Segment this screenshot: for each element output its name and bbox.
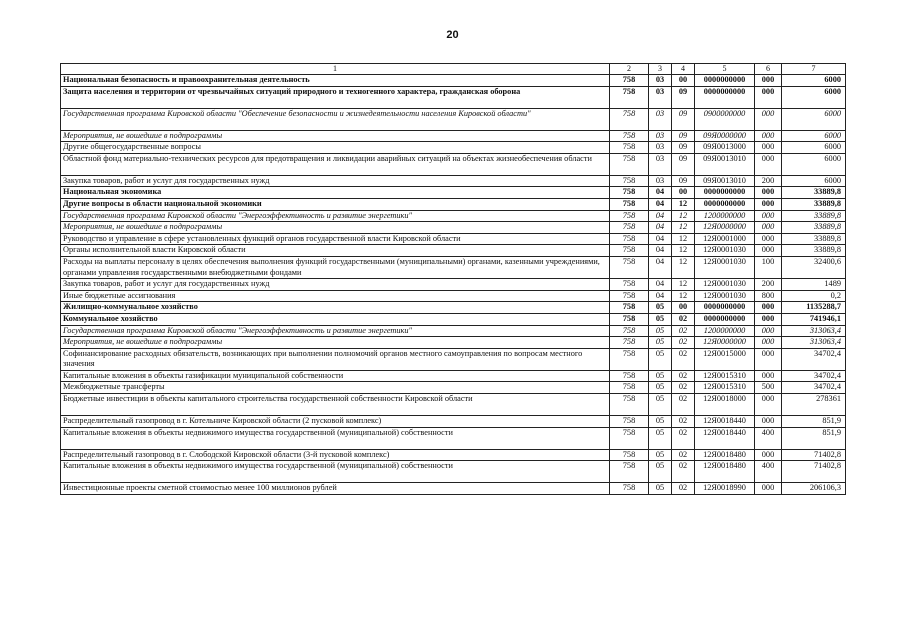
column-header-1: 1 <box>61 64 610 75</box>
row-name: Защита населения и территории от чрезвычайных ситуаций природного и техногенного характера, гражданская оборона <box>61 86 610 108</box>
row-section: 05 <box>649 382 672 394</box>
row-section: 04 <box>649 256 672 278</box>
row-admin-code: 758 <box>610 233 649 245</box>
row-subsection: 02 <box>672 370 695 382</box>
row-name: Закупка товаров, работ и услуг для государственных нужд <box>61 175 610 187</box>
row-section: 03 <box>649 75 672 87</box>
row-expense-type: 800 <box>755 290 782 302</box>
row-name: Инвестиционные проекты сметной стоимостью менее 100 миллионов рублей <box>61 483 610 495</box>
row-subsection: 12 <box>672 210 695 222</box>
row-subsection: 02 <box>672 416 695 428</box>
row-section: 05 <box>649 302 672 314</box>
row-admin-code: 758 <box>610 142 649 154</box>
row-name: Иные бюджетные ассигнования <box>61 290 610 302</box>
table-row <box>61 394 846 416</box>
row-section: 04 <box>649 279 672 291</box>
row-name: Государственная программа Кировской области "Обеспечение безопасности и жизнедеятельности населения Кировской области" <box>61 108 610 130</box>
table-row <box>61 130 846 142</box>
table-row <box>61 153 846 175</box>
table-row <box>61 198 846 210</box>
row-target-article: 0000000000 <box>695 198 755 210</box>
page-number: 20 <box>446 29 459 41</box>
row-admin-code: 758 <box>610 370 649 382</box>
row-name: Распределительный газопровод в г. Слободской Кировской области (3-й пусковой комплекс) <box>61 449 610 461</box>
row-expense-type: 000 <box>755 233 782 245</box>
row-amount: 33889,8 <box>782 198 846 210</box>
row-subsection: 00 <box>672 75 695 87</box>
row-expense-type: 000 <box>755 302 782 314</box>
row-amount: 206106,3 <box>782 483 846 495</box>
row-section: 04 <box>649 233 672 245</box>
row-admin-code: 758 <box>610 337 649 349</box>
table-row <box>61 210 846 222</box>
column-header-7: 7 <box>782 64 846 75</box>
row-name: Закупка товаров, работ и услуг для государственных нужд <box>61 279 610 291</box>
row-subsection: 02 <box>672 483 695 495</box>
row-subsection: 00 <box>672 187 695 199</box>
row-name: Областной фонд материально-технических ресурсов для предотвращения и ликвидации аварийных ситуаций на объектах жизнеобеспечения области <box>61 153 610 175</box>
row-expense-type: 000 <box>755 337 782 349</box>
table-row <box>61 382 846 394</box>
row-subsection: 02 <box>672 325 695 337</box>
row-section: 05 <box>649 370 672 382</box>
row-name: Мероприятия, не вошедшие в подпрограммы <box>61 222 610 234</box>
table-row <box>61 290 846 302</box>
row-section: 05 <box>649 416 672 428</box>
row-target-article: 12Я0018440 <box>695 416 755 428</box>
row-name: Расходы на выплаты персоналу в целях обеспечения выполнения функций государственными (муниципальными) органами, казенными учреждениями, органами управления государственными внебюджетными фондами <box>61 256 610 278</box>
row-expense-type: 500 <box>755 382 782 394</box>
row-target-article: 12Я0000000 <box>695 337 755 349</box>
row-target-article: 12Я0015310 <box>695 382 755 394</box>
row-name: Органы исполнительной власти Кировской области <box>61 245 610 257</box>
row-name: Коммунальное хозяйство <box>61 313 610 325</box>
row-section: 04 <box>649 222 672 234</box>
row-section: 03 <box>649 130 672 142</box>
row-expense-type: 000 <box>755 130 782 142</box>
row-section: 05 <box>649 313 672 325</box>
row-admin-code: 758 <box>610 313 649 325</box>
row-subsection: 02 <box>672 427 695 449</box>
row-target-article: 12Я0001030 <box>695 256 755 278</box>
row-section: 04 <box>649 187 672 199</box>
row-section: 05 <box>649 337 672 349</box>
table-row <box>61 279 846 291</box>
row-admin-code: 758 <box>610 348 649 370</box>
row-amount: 33889,8 <box>782 187 846 199</box>
row-admin-code: 758 <box>610 279 649 291</box>
row-amount: 34702,4 <box>782 370 846 382</box>
row-target-article: 12Я0001000 <box>695 233 755 245</box>
row-target-article: 09Я0000000 <box>695 130 755 142</box>
row-name: Капитальные вложения в объекты газификации муниципальной собственности <box>61 370 610 382</box>
row-amount: 6000 <box>782 130 846 142</box>
row-subsection: 09 <box>672 175 695 187</box>
row-expense-type: 000 <box>755 142 782 154</box>
table-row <box>61 461 846 483</box>
row-amount: 1489 <box>782 279 846 291</box>
budget-table <box>60 63 846 495</box>
row-amount: 33889,8 <box>782 222 846 234</box>
row-amount: 313063,4 <box>782 337 846 349</box>
row-expense-type: 000 <box>755 483 782 495</box>
row-target-article: 12Я0000000 <box>695 222 755 234</box>
row-name: Другие общегосударственные вопросы <box>61 142 610 154</box>
row-target-article: 1200000000 <box>695 325 755 337</box>
row-name: Капитальные вложения в объекты недвижимого имущества государственной (муниципальной) собственности <box>61 427 610 449</box>
row-amount: 278361 <box>782 394 846 416</box>
table-row <box>61 175 846 187</box>
table-row <box>61 348 846 370</box>
table-row <box>61 416 846 428</box>
row-admin-code: 758 <box>610 382 649 394</box>
row-target-article: 0000000000 <box>695 75 755 87</box>
row-section: 05 <box>649 427 672 449</box>
row-admin-code: 758 <box>610 256 649 278</box>
row-name: Мероприятия, не вошедшие в подпрограммы <box>61 337 610 349</box>
row-expense-type: 000 <box>755 86 782 108</box>
row-expense-type: 000 <box>755 325 782 337</box>
row-name: Государственная программа Кировской области "Энергоэффективность и развитие энергетики" <box>61 210 610 222</box>
row-admin-code: 758 <box>610 198 649 210</box>
row-amount: 851,9 <box>782 427 846 449</box>
row-admin-code: 758 <box>610 75 649 87</box>
row-target-article: 12Я0018000 <box>695 394 755 416</box>
row-amount: 34702,4 <box>782 382 846 394</box>
row-amount: 6000 <box>782 75 846 87</box>
row-expense-type: 100 <box>755 256 782 278</box>
row-section: 05 <box>649 449 672 461</box>
table-row <box>61 449 846 461</box>
row-subsection: 12 <box>672 222 695 234</box>
row-subsection: 12 <box>672 233 695 245</box>
table-row <box>61 142 846 154</box>
row-subsection: 00 <box>672 302 695 314</box>
row-expense-type: 000 <box>755 416 782 428</box>
row-target-article: 0000000000 <box>695 86 755 108</box>
row-name: Софинансирование расходных обязательств, возникающих при выполнении полномочий органов местного самоуправления по вопросам местного значения <box>61 348 610 370</box>
row-target-article: 12Я0001030 <box>695 279 755 291</box>
row-admin-code: 758 <box>610 302 649 314</box>
row-subsection: 12 <box>672 198 695 210</box>
row-admin-code: 758 <box>610 153 649 175</box>
row-section: 03 <box>649 86 672 108</box>
table-row <box>61 302 846 314</box>
row-amount: 71402,8 <box>782 461 846 483</box>
table-row <box>61 483 846 495</box>
row-name: Государственная программа Кировской области "Энергоэффективность и развитие энергетики" <box>61 325 610 337</box>
row-name: Другие вопросы в области национальной экономики <box>61 198 610 210</box>
row-amount: 313063,4 <box>782 325 846 337</box>
row-amount: 6000 <box>782 108 846 130</box>
row-subsection: 12 <box>672 256 695 278</box>
table-row <box>61 75 846 87</box>
row-expense-type: 200 <box>755 279 782 291</box>
row-expense-type: 000 <box>755 348 782 370</box>
row-section: 04 <box>649 245 672 257</box>
table-row <box>61 325 846 337</box>
row-admin-code: 758 <box>610 108 649 130</box>
row-target-article: 12Я0018480 <box>695 461 755 483</box>
row-admin-code: 758 <box>610 325 649 337</box>
row-expense-type: 000 <box>755 198 782 210</box>
row-subsection: 12 <box>672 279 695 291</box>
row-section: 03 <box>649 108 672 130</box>
row-section: 03 <box>649 142 672 154</box>
row-expense-type: 000 <box>755 245 782 257</box>
row-admin-code: 758 <box>610 427 649 449</box>
row-name: Капитальные вложения в объекты недвижимого имущества государственной (муниципальной) собственности <box>61 461 610 483</box>
row-target-article: 12Я0015000 <box>695 348 755 370</box>
row-subsection: 02 <box>672 394 695 416</box>
row-target-article: 12Я0001030 <box>695 290 755 302</box>
column-header-2: 2 <box>610 64 649 75</box>
row-expense-type: 000 <box>755 394 782 416</box>
row-expense-type: 000 <box>755 210 782 222</box>
row-name: Национальная экономика <box>61 187 610 199</box>
column-number-row <box>61 64 846 75</box>
row-name: Межбюджетные трансферты <box>61 382 610 394</box>
row-expense-type: 400 <box>755 427 782 449</box>
row-subsection: 09 <box>672 108 695 130</box>
table-row <box>61 313 846 325</box>
row-target-article: 09Я0013010 <box>695 175 755 187</box>
row-amount: 6000 <box>782 153 846 175</box>
row-target-article: 09Я0013000 <box>695 142 755 154</box>
row-name: Бюджетные инвестиции в объекты капитального строительства государственной собственности Кировской области <box>61 394 610 416</box>
row-expense-type: 000 <box>755 187 782 199</box>
row-target-article: 12Я0018480 <box>695 449 755 461</box>
row-expense-type: 000 <box>755 313 782 325</box>
row-amount: 32400,6 <box>782 256 846 278</box>
row-amount: 71402,8 <box>782 449 846 461</box>
row-subsection: 09 <box>672 130 695 142</box>
row-subsection: 02 <box>672 461 695 483</box>
row-target-article: 1200000000 <box>695 210 755 222</box>
row-expense-type: 000 <box>755 153 782 175</box>
table-row <box>61 187 846 199</box>
row-amount: 0,2 <box>782 290 846 302</box>
row-amount: 34702,4 <box>782 348 846 370</box>
row-subsection: 09 <box>672 86 695 108</box>
budget-table-body <box>61 64 846 495</box>
row-section: 04 <box>649 210 672 222</box>
row-section: 05 <box>649 394 672 416</box>
row-amount: 6000 <box>782 86 846 108</box>
row-name: Национальная безопасность и правоохранительная деятельность <box>61 75 610 87</box>
row-amount: 741946,1 <box>782 313 846 325</box>
table-row <box>61 427 846 449</box>
row-expense-type: 000 <box>755 370 782 382</box>
table-row <box>61 337 846 349</box>
row-admin-code: 758 <box>610 483 649 495</box>
row-admin-code: 758 <box>610 86 649 108</box>
row-expense-type: 000 <box>755 108 782 130</box>
row-section: 03 <box>649 175 672 187</box>
row-name: Жилищно-коммунальное хозяйство <box>61 302 610 314</box>
row-admin-code: 758 <box>610 394 649 416</box>
row-amount: 6000 <box>782 175 846 187</box>
row-expense-type: 400 <box>755 461 782 483</box>
row-subsection: 02 <box>672 337 695 349</box>
table-row <box>61 370 846 382</box>
row-admin-code: 758 <box>610 222 649 234</box>
row-name: Распределительный газопровод в г. Котельниче Кировской области (2 пусковой комплекс) <box>61 416 610 428</box>
row-expense-type: 000 <box>755 449 782 461</box>
row-target-article: 12Я0018440 <box>695 427 755 449</box>
row-admin-code: 758 <box>610 245 649 257</box>
row-section: 05 <box>649 325 672 337</box>
table-row <box>61 222 846 234</box>
row-amount: 33889,8 <box>782 233 846 245</box>
row-expense-type: 200 <box>755 175 782 187</box>
row-admin-code: 758 <box>610 210 649 222</box>
row-section: 05 <box>649 348 672 370</box>
row-target-article: 12Я0015310 <box>695 370 755 382</box>
table-row <box>61 256 846 278</box>
row-admin-code: 758 <box>610 290 649 302</box>
column-header-4: 4 <box>672 64 695 75</box>
row-amount: 851,9 <box>782 416 846 428</box>
row-name: Мероприятия, не вошедшие в подпрограммы <box>61 130 610 142</box>
row-subsection: 12 <box>672 290 695 302</box>
row-admin-code: 758 <box>610 416 649 428</box>
row-expense-type: 000 <box>755 222 782 234</box>
row-target-article: 09Я0013010 <box>695 153 755 175</box>
row-subsection: 09 <box>672 153 695 175</box>
row-subsection: 02 <box>672 449 695 461</box>
row-target-article: 0000000000 <box>695 302 755 314</box>
row-amount: 1135288,7 <box>782 302 846 314</box>
row-target-article: 0000000000 <box>695 313 755 325</box>
row-name: Руководство и управление в сфере установленных функций органов государственной власти Кировской области <box>61 233 610 245</box>
row-expense-type: 000 <box>755 75 782 87</box>
row-subsection: 02 <box>672 313 695 325</box>
row-amount: 33889,8 <box>782 245 846 257</box>
row-section: 03 <box>649 153 672 175</box>
column-header-6: 6 <box>755 64 782 75</box>
row-admin-code: 758 <box>610 175 649 187</box>
row-target-article: 0900000000 <box>695 108 755 130</box>
row-subsection: 02 <box>672 348 695 370</box>
column-header-5: 5 <box>695 64 755 75</box>
row-section: 05 <box>649 461 672 483</box>
row-section: 04 <box>649 198 672 210</box>
table-row <box>61 245 846 257</box>
row-section: 04 <box>649 290 672 302</box>
row-amount: 33889,8 <box>782 210 846 222</box>
row-target-article: 0000000000 <box>695 187 755 199</box>
row-subsection: 02 <box>672 382 695 394</box>
row-admin-code: 758 <box>610 187 649 199</box>
row-target-article: 12Я0018990 <box>695 483 755 495</box>
row-subsection: 12 <box>672 245 695 257</box>
row-admin-code: 758 <box>610 449 649 461</box>
row-target-article: 12Я0001030 <box>695 245 755 257</box>
table-row <box>61 233 846 245</box>
table-row <box>61 86 846 108</box>
row-admin-code: 758 <box>610 130 649 142</box>
row-subsection: 09 <box>672 142 695 154</box>
table-row <box>61 108 846 130</box>
row-amount: 6000 <box>782 142 846 154</box>
row-admin-code: 758 <box>610 461 649 483</box>
column-header-3: 3 <box>649 64 672 75</box>
row-section: 05 <box>649 483 672 495</box>
